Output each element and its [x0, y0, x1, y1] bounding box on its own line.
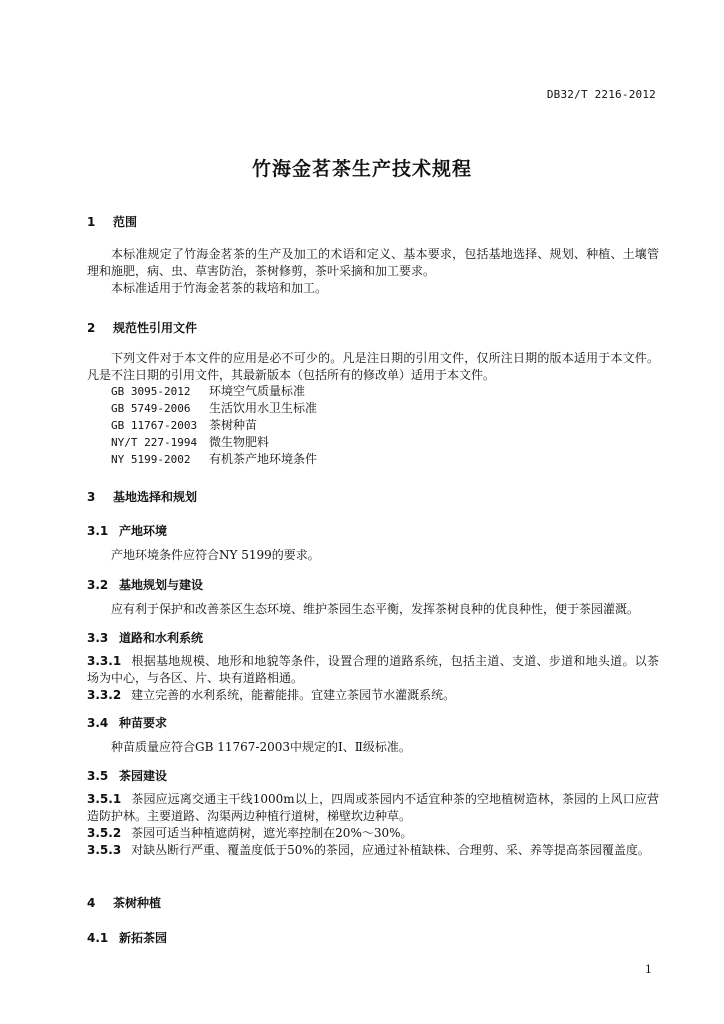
reference-name: 有机茶产地环境条件: [209, 452, 318, 466]
clause-3-1-text: 产地环境条件应符合NY 5199的要求。: [111, 548, 320, 562]
page-title: 竹海金茗茶生产技术规程: [251, 158, 472, 180]
clause-number: 3.5.3: [87, 843, 122, 857]
section-number: 4: [87, 896, 96, 910]
clause-3-3-2: [87, 687, 659, 704]
reference-code: NY 5199-2002: [111, 453, 191, 466]
clause-3-5-1: [87, 791, 659, 825]
clause-3-5-2: [87, 825, 659, 842]
section-2-intro: 下列文件对于本文件的应用是必不可少的。凡是注日期的引用文件，仅所注日期的版本适用于本文件。凡是不注日期的引用文件，其最新版本（包括所有的修改单）适用于本文件。: [87, 351, 659, 382]
clause-text: 茶园应远离交通主干线1000m以上，四周或茶园内不适宜种茶的空地植树造林，茶园的上风口应营造防护林。主要道路、沟渠两边种植行道树，梯壁坎边种草。: [87, 792, 659, 823]
clause-text: 对缺丛断行严重、覆盖度低于50%的茶园，应通过补植缺株、合理剪、采、养等提高茶园覆盖度。: [131, 843, 650, 857]
clause-number: 3.2: [87, 578, 109, 592]
section-title: 茶树种植: [113, 896, 162, 910]
reference-name: 微生物肥料: [209, 435, 270, 449]
section-number: 1: [87, 215, 96, 229]
clause-3-1-heading: [87, 522, 167, 539]
clause-number: 3.3: [87, 631, 109, 645]
section-number: 2: [87, 321, 96, 335]
reference-code: GB 11767-2003: [111, 419, 198, 432]
reference-code: GB 3095-2012: [111, 385, 191, 398]
clause-text: 茶园可适当种植遮荫树，遮光率控制在20%～30%。: [131, 826, 413, 840]
clause-title: 道路和水利系统: [119, 631, 204, 645]
reference-item: [111, 417, 317, 434]
clause-number: 3.3.1: [87, 654, 122, 668]
clause-4-1-heading: [87, 929, 167, 946]
clause-title: 茶园建设: [119, 769, 168, 783]
clause-3-5-heading: [87, 767, 167, 784]
reference-item: [111, 434, 317, 451]
reference-item: [111, 383, 317, 400]
clause-number: 3.5.2: [87, 826, 122, 840]
clause-number: 4.1: [87, 931, 109, 945]
section-1-paragraph-2: 本标准适用于竹海金茗茶的栽培和加工。: [111, 281, 328, 295]
reference-list: [111, 383, 317, 468]
section-1-heading: [87, 213, 137, 230]
clause-number: 3.1: [87, 524, 109, 538]
clause-text: 建立完善的水利系统，能蓄能排。宜建立茶园节水灌溉系统。: [131, 688, 456, 702]
reference-name: 茶树种苗: [209, 418, 258, 432]
section-4-heading: [87, 894, 161, 911]
section-title: 范围: [113, 215, 138, 229]
clause-text: 根据基地规模、地形和地貌等条件，设置合理的道路系统，包括主道、支道、步道和地头道。以茶场为中心，与各区、片、块有道路相通。: [87, 654, 659, 685]
section-number: 3: [87, 490, 96, 504]
clause-3-4-text: 种苗质量应符合GB 11767-2003中规定的Ⅰ、Ⅱ级标准。: [111, 740, 411, 754]
section-2-heading: [87, 319, 197, 336]
reference-item: [111, 400, 317, 417]
clause-number: 3.5: [87, 769, 109, 783]
page-number: 1: [645, 963, 652, 976]
reference-item: [111, 451, 317, 468]
clause-number: 3.5.1: [87, 792, 122, 806]
clause-3-3-1: [87, 653, 659, 687]
clause-number: 3.3.2: [87, 688, 122, 702]
clause-3-5-3: [87, 842, 659, 859]
section-1-paragraph-1: 本标准规定了竹海金茗茶的生产及加工的术语和定义、基本要求，包括基地选择、规划、种植、土壤管理和施肥，病、虫、草害防治，茶树修剪，茶叶采摘和加工要求。: [87, 247, 659, 278]
clause-3-2-text: 应有利于保护和改善茶区生态环境、维护茶园生态平衡，发挥茶树良种的优良种性，便于茶园灌溉。: [111, 602, 640, 616]
clause-title: 基地规划与建设: [119, 578, 204, 592]
section-3-heading: [87, 488, 197, 505]
section-title: 规范性引用文件: [113, 321, 198, 335]
reference-code: NY/T 227-1994: [111, 436, 198, 449]
reference-name: 环境空气质量标准: [209, 384, 306, 398]
reference-code: GB 5749-2006: [111, 402, 191, 415]
standard-code: DB32/T 2216-2012: [546, 88, 656, 101]
clause-3-3-heading: [87, 629, 203, 646]
clause-title: 新拓茶园: [119, 931, 168, 945]
clause-3-2-heading: [87, 576, 203, 593]
clause-number: 3.4: [87, 716, 109, 730]
clause-3-4-heading: [87, 714, 167, 731]
reference-name: 生活饮用水卫生标准: [209, 401, 318, 415]
section-title: 基地选择和规划: [113, 490, 198, 504]
clause-title: 种苗要求: [119, 716, 168, 730]
clause-title: 产地环境: [119, 524, 168, 538]
